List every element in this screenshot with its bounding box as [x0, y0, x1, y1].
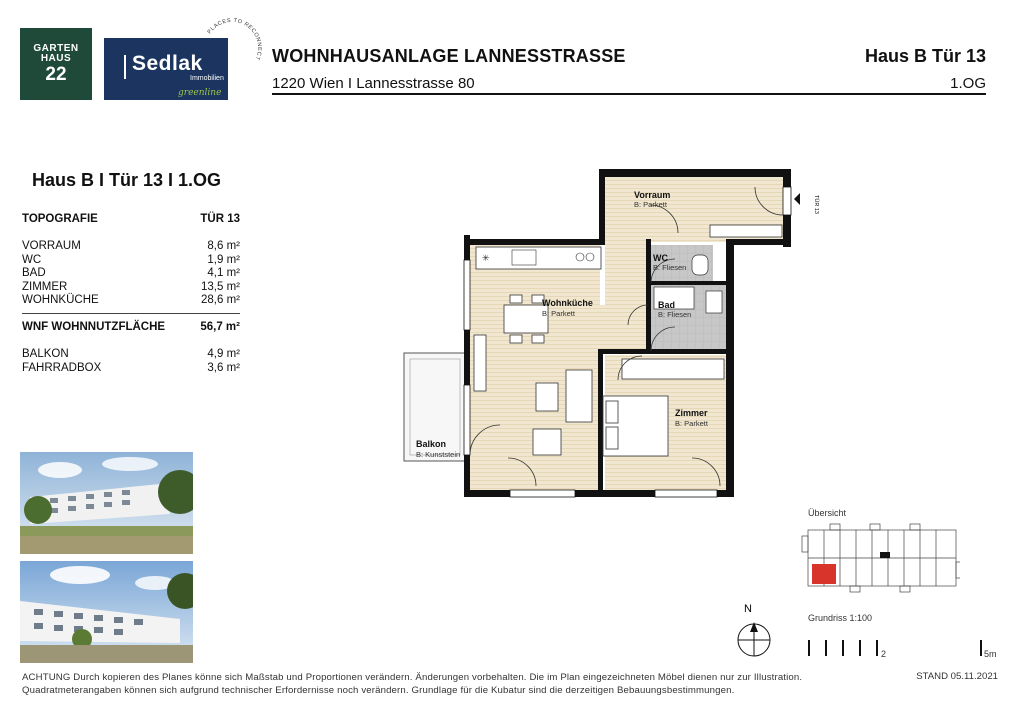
room-area-list [22, 240, 240, 308]
unit-title: Haus B Tür 13 [864, 46, 986, 66]
header-divider [272, 93, 986, 95]
scale-mark-5: 5m [984, 649, 997, 659]
logo-number-text: 22 [45, 63, 67, 85]
scale-bar [806, 638, 1002, 662]
logo-sedlak-name: Sedlak [132, 52, 203, 75]
room-floor-balkon: B: Kunststein [416, 450, 461, 459]
arc-text: PLACES TO RECONNECT [206, 17, 263, 62]
room-floor-zimmer: B: Parkett [675, 419, 708, 428]
project-title: WOHNHAUSANLAGE LANNESSTRASSE [272, 46, 626, 66]
room-row [22, 254, 240, 268]
room-floor-wc: B: Fliesen [653, 263, 687, 272]
stand-date: STAND 05.11.2021 [916, 671, 998, 682]
svg-text:✳: ✳ [482, 253, 490, 263]
room-name: WOHNKÜCHE [22, 294, 99, 306]
room-label-vorraum: Vorraum [634, 190, 671, 200]
topography-header [22, 213, 240, 227]
room-label-zimmer: Zimmer [675, 408, 708, 418]
building-render-photo-1 [20, 452, 193, 554]
total-value: 56,7 m² [200, 321, 240, 333]
unit-heading: Haus B I Tür 13 I 1.OG [32, 170, 222, 190]
table-divider [22, 313, 240, 314]
logo-sedlak-sub: Immobilien [190, 75, 224, 82]
room-floor-wohnkueche: B: Parkett [542, 309, 575, 318]
room-row [22, 267, 240, 281]
scale-label: Grundriss 1:100 [808, 613, 873, 623]
room-area: 28,6 m² [201, 294, 240, 306]
room-row [22, 281, 240, 295]
floor-label: 1.OG [950, 75, 986, 92]
places-to-reconnect-arc [200, 14, 264, 78]
extra-name: BALKON [22, 348, 69, 360]
total-row [22, 321, 240, 335]
extra-area: 4,9 m² [207, 348, 240, 360]
room-label-balkon: Balkon [416, 439, 447, 449]
total-label: WNF WOHNNUTZFLÄCHE [22, 321, 166, 333]
north-arrow [734, 602, 780, 662]
disclaimer-line-2: Quadratmeterangaben können sich aufgrund technischer Erfordernisse noch verändern. Grundlage für die Kubatur sind die derzeitigen Bebauungsbestimmungen. [22, 685, 735, 696]
room-name: ZIMMER [22, 280, 68, 293]
overview-label: Übersicht [808, 508, 847, 518]
room-area: 8,6 m² [207, 240, 240, 252]
room-area: 13,5 m² [201, 280, 240, 293]
logo-greenline: greenline [178, 88, 222, 98]
building-render-photo-2 [20, 561, 193, 663]
north-label: N [744, 603, 752, 615]
floor-plan [400, 165, 820, 505]
disclaimer-line-1: ACHTUNG Durch kopieren des Planes könne sich Maßstab und Proportionen verändern. Änderungen vorbehalten. Die im Plan eingezeichneten Möbel dienen nur zur Illustration. [22, 672, 803, 683]
room-row [22, 294, 240, 308]
topo-label: TOPOGRAFIE [22, 213, 98, 225]
extra-area: 3,6 m² [207, 361, 240, 374]
extra-row [22, 362, 240, 376]
extras-list [22, 348, 240, 375]
room-area: 4,1 m² [207, 267, 240, 279]
kitchen-counter [476, 247, 601, 269]
room-area: 1,9 m² [207, 253, 240, 266]
scale-mark-2: 2 [881, 649, 887, 659]
unit-highlight [812, 564, 836, 584]
room-floor-bad: B: Fliesen [658, 310, 692, 319]
project-address: 1220 Wien I Lannesstrasse 80 [272, 75, 475, 92]
room-name: BAD [22, 267, 46, 279]
room-name: VORRAUM [22, 240, 81, 252]
logo-divider [124, 55, 126, 79]
room-label-bad: Bad [658, 300, 676, 310]
topo-value: TÜR 13 [200, 213, 240, 225]
svg-text:PLACES TO RECONNECT [207, 18, 262, 61]
disclaimer [22, 671, 882, 697]
door-label: TÜR 13 [813, 195, 819, 214]
room-name: WC [22, 253, 42, 266]
gartenhaus-logo [20, 28, 92, 100]
room-row [22, 240, 240, 254]
extra-row [22, 348, 240, 362]
room-floor-vorraum: B: Parkett [634, 200, 667, 209]
extra-name: FAHRRADBOX [22, 361, 102, 374]
room-label-wohnkueche: Wohnküche [542, 298, 593, 308]
logo-haus-text: HAUS [40, 53, 72, 65]
logo-garten-text: GARTEN [33, 42, 79, 54]
room-label-wc: WC [653, 253, 668, 263]
overview-map [800, 522, 960, 594]
